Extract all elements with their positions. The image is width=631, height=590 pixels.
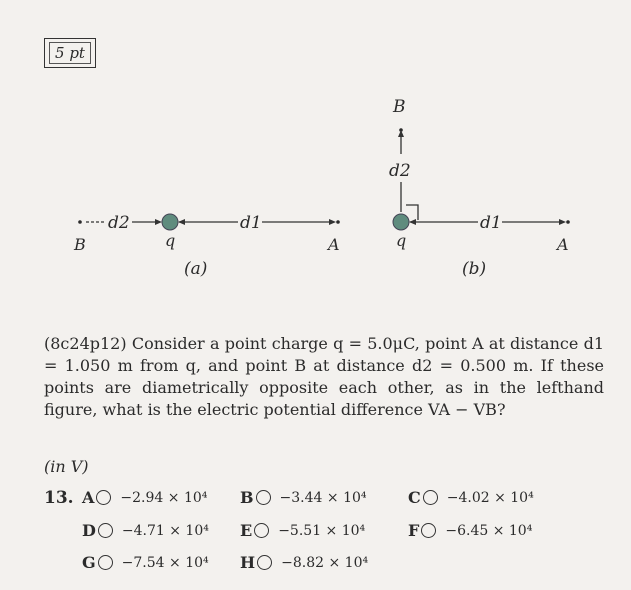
option-value: −4.02 × 10⁴ (446, 489, 534, 506)
points-badge-label: 5 pt (49, 42, 91, 64)
option-letter: F (408, 521, 420, 540)
point-b-dot (78, 220, 82, 224)
option-g[interactable] (82, 553, 209, 572)
option-letter: H (240, 553, 256, 572)
radio-bubble[interactable] (421, 523, 436, 538)
question-number: 13. (44, 488, 74, 508)
point-b-label-a: B (74, 235, 86, 254)
point-a-dot-b (566, 220, 570, 224)
d1-label-a: d1 (240, 213, 262, 233)
arrowhead (178, 219, 185, 225)
arrowhead (398, 130, 404, 137)
radio-bubble[interactable] (96, 490, 111, 505)
option-h[interactable] (240, 553, 368, 572)
charge-q-a (162, 214, 178, 230)
option-d[interactable] (82, 521, 209, 540)
radio-bubble[interactable] (98, 555, 113, 570)
arrowhead (155, 219, 162, 225)
radio-bubble[interactable] (256, 490, 271, 505)
d2-label-a: d2 (108, 213, 130, 233)
option-value: −5.51 × 10⁴ (278, 522, 366, 539)
d1-label-b: d1 (480, 213, 502, 233)
option-letter: C (408, 488, 421, 507)
radio-bubble[interactable] (254, 523, 269, 538)
point-a-dot (336, 220, 340, 224)
option-value: −3.44 × 10⁴ (279, 489, 367, 506)
option-value: −8.82 × 10⁴ (281, 554, 369, 571)
figure-a (73, 213, 340, 279)
charge-q-b (393, 214, 409, 230)
option-letter: G (82, 553, 96, 572)
arrowhead (409, 219, 416, 225)
radio-bubble[interactable] (257, 555, 272, 570)
option-value: −6.45 × 10⁴ (445, 522, 533, 539)
d2-label-b: d2 (389, 161, 411, 181)
option-value: −2.94 × 10⁴ (120, 489, 208, 506)
charge-label-a: q (165, 231, 176, 250)
option-letter: D (82, 521, 96, 540)
point-a-label-a: A (328, 235, 340, 254)
option-e[interactable] (240, 521, 365, 540)
option-letter: E (240, 521, 253, 540)
radio-bubble[interactable] (98, 523, 113, 538)
radio-bubble[interactable] (423, 490, 438, 505)
option-value: −7.54 × 10⁴ (121, 554, 209, 571)
point-b-label-b: B (393, 97, 406, 117)
arrowhead (329, 219, 336, 225)
option-b[interactable] (240, 488, 367, 507)
answer-unit: (in V) (44, 457, 89, 476)
point-a-label-b: A (557, 235, 569, 254)
caption-b: (b) (462, 259, 487, 279)
option-a[interactable] (82, 488, 207, 507)
problem-text: (8c24p12) Consider a point charge q = 5.0μC, point A at distance d1 = 1.050 m from q, and point B at distance d2 = 0.500 m. If these points are diametrically opposite each other, as in the lefthand figure, what is the electric potential difference VA − VB? (44, 334, 604, 419)
option-letter: A (82, 488, 95, 507)
figure-b (389, 97, 570, 279)
option-letter: B (240, 488, 254, 507)
option-c[interactable] (408, 488, 534, 507)
option-f[interactable] (408, 521, 532, 540)
charge-label-b: q (396, 231, 407, 250)
arrowhead (559, 219, 566, 225)
caption-a: (a) (184, 259, 208, 279)
option-value: −4.71 × 10⁴ (121, 522, 209, 539)
